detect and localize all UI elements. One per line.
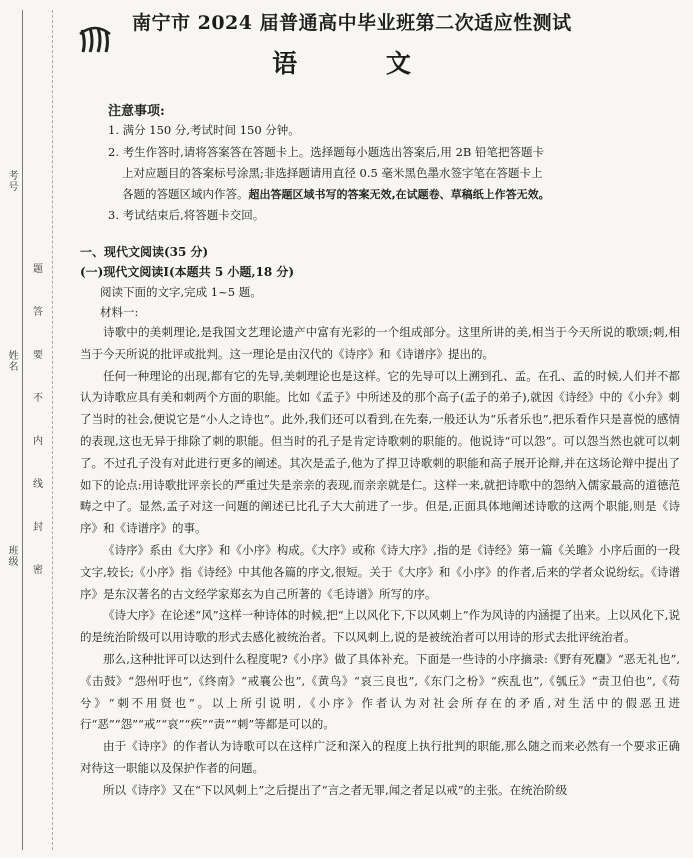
- seal-char: 封: [33, 522, 43, 533]
- notice-bold-text: 超出答题区域书写的答案无效,在试题卷、草稿纸上作答无效。: [248, 188, 550, 201]
- exam-title: 南宁市 2024 届普通高中毕业班第二次适应性测试: [132, 12, 572, 34]
- notice-item: 2. 考生作答时,请将答案答在答题卡上。选择题每小题选出答案后,用 2B 铅笔把答题卡: [108, 145, 545, 159]
- paragraph: 由于《诗序》的作者认为诗歌可以在这样广泛和深入的程度上执行批判的职能,那么随之而来必然有一个要求正确对待这一职能以及保护作者的问题。: [80, 739, 680, 775]
- section-heading: 一、现代文阅读(35 分): [80, 245, 209, 259]
- paragraph: 任何一种理论的出现,都有它的先导,美刺理论也是这样。它的先导可以上溯到孔、孟。在孔、孟的时候,人们并不都认为诗歌应具有美和刺两个方面的职能。比如《孟子》中所述及的那个高子(孟子的弟子),就因《诗经》中的《小弁》刺了当时的社会,便说它是“小人之诗也”。此外,我们还可以看到,在先秦,一般还认为“乐者乐也”,把乐看作只是喜悦的感情的表现,这也无异于排除了刺的职能。但当时的孔子是肯定诗歌刺的职能的。他说诗“可以怨”。可以怨当然也就可以刺了。不过孔子没有对此进行更多的阐述。其次是孟子,他为了捍卫诗歌刺的职能和高子展开论辩,并在这场论辩中提出了如下的论点:用诗歌批评亲长的严重过失是亲亲的表现,而亲亲就是仁。这样一来,就把诗歌中的怨纳入儒家最高的道德范畴之中了。显然,孟子对这一问题的阐述已比孔子大大前进了一步。但是,正面具体地阐述诗歌的这两个职能,则是《诗序》和《诗谱序》的事。: [80, 368, 680, 536]
- notice-heading: 注意事项:: [108, 104, 165, 119]
- seal-char: 答: [33, 307, 43, 318]
- article-body: [80, 322, 680, 802]
- notice-text: 各题的答题区域内作答。: [122, 187, 249, 201]
- seal-char: 不: [33, 393, 43, 404]
- notice-item: 3. 考试结束后,将答题卡交回。: [108, 208, 265, 222]
- seal-char: 密: [33, 565, 43, 576]
- notice-item: 1. 满分 150 分,考试时间 150 分钟。: [108, 123, 300, 137]
- exam-number-label: 考号: [6, 170, 17, 192]
- paragraph: 那么,这种批评可以达到什么程度呢?《小序》做了具体补充。下面是一些诗的小序摘录:《野有死麕》“恶无礼也”,《击鼓》“怨州吁也”,《终南》“戒襄公也”,《黄鸟》“哀三良也”,《东门之枌》“疾乱也”,《瓠丘》“责卫伯也”,《苟兮》“刺不用贤也”。以上所引说明,《小序》作者认为对社会所存在的矛盾,对生活中的假恶丑进行“恶”“怨”“戒”“哀”“疾”“责”“刺”等都是可以的。: [80, 651, 680, 732]
- paragraph: 《诗序》系由《大序》和《小序》构成。《大序》或称《诗大序》,指的是《诗经》第一篇《关雎》小序后面的一段文字,较长;《小序》指《诗经》中其他各篇的序文,很短。关于《大序》和《小序》的作者,后来的学者众说纷纭。《诗谱序》是东汉著名的古文经学家郑玄为自己所著的《毛诗谱》所写的序。: [80, 542, 680, 601]
- subsection-heading: (一)现代文阅读Ⅰ(本题共 5 小题,18 分): [80, 265, 295, 279]
- binding-dashed-line: [52, 10, 54, 850]
- seal-char: 线: [33, 479, 43, 490]
- seal-char: 题: [33, 264, 43, 275]
- notice-item: 上对应题目的答案标号涂黑;非选择题请用直径 0.5 毫米黑色墨水签字笔在答题卡上: [122, 166, 543, 180]
- material-label: 材料一:: [100, 305, 139, 319]
- notice-item: [108, 186, 550, 202]
- paragraph: 所以《诗序》又在“下以风刺上”之后提出了“言之者无罪,闻之者足以戒”的主张。在统治阶级: [103, 782, 568, 797]
- instruction-text: 阅读下面的文字,完成 1~5 题。: [100, 285, 262, 299]
- name-label: 姓名: [6, 350, 17, 372]
- seal-char: 要: [33, 350, 43, 361]
- binding-line: [22, 10, 23, 850]
- paragraph: 《诗大序》在论述“风”这样一种诗体的时候,把“上以风化下,下以风刺上”作为风诗的内涵提了出来。上以风化下,说的是统治阶级可以用诗歌的形式去感化被统治者。下以风刺上,说的是被统治者可以用诗的形式去批评统治者。: [80, 608, 680, 645]
- class-label: 班级: [6, 545, 17, 567]
- seal-char: 内: [33, 436, 43, 447]
- subject-title: 语 文: [272, 49, 451, 78]
- paragraph: 诗歌中的美刺理论,是我国文艺理论遗产中富有光彩的一个组成部分。这里所讲的美,相当于今天所说的歌颂;刺,相当于今天所说的批评或批判。这一理论是由汉代的《诗序》和《诗谱序》提出的。: [80, 325, 680, 361]
